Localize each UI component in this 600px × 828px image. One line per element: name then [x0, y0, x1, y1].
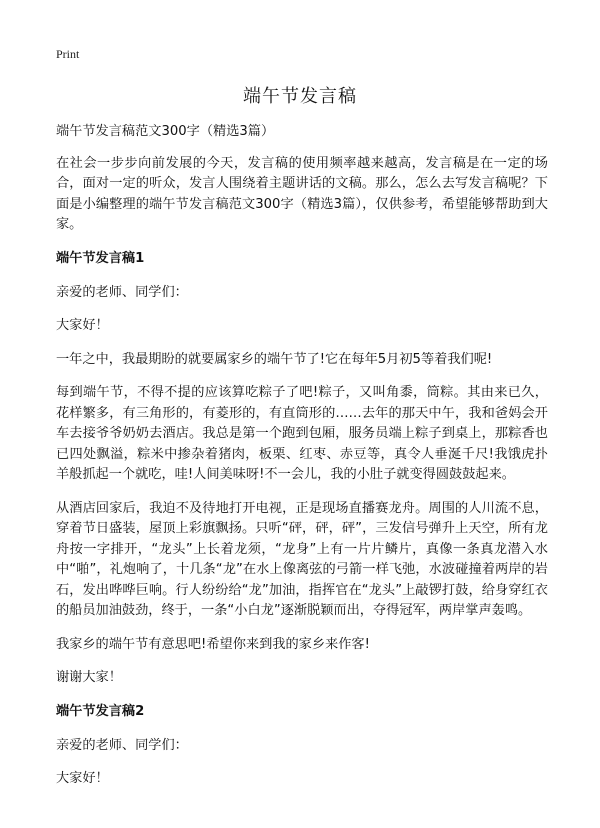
greeting: 亲爱的老师、同学们： [56, 284, 188, 300]
section-heading: 端午节发言稿1 [56, 250, 145, 266]
hello: 大家好！ [56, 318, 109, 333]
intro-paragraph: 在社会一步步向前发展的今天，发言稿的使用频率越来越高，发言稿是在一定的场合，面对一定的听众，发言人围绕着主题讲话的文稿。那么，怎么去写发言稿呢？下面是小编整理的端午节发言稿范文300字（精选3篇），仅供参考，希望能够帮助到大家。 [56, 155, 548, 232]
document-title: 端午节发言稿 [243, 86, 357, 107]
greeting: 亲爱的老师、同学们： [56, 737, 188, 753]
hello: 大家好！ [56, 771, 109, 786]
body-paragraph: 从酒店回家后，我迫不及待地打开电视，正是现场直播赛龙舟。周围的人川流不息，穿着节日盛装，屋顶上彩旗飘扬。只听“砰，砰，砰”，三发信号弹升上天空，所有龙舟按一字排开，“龙头”上长着龙须，“龙身”上有一片片鳞片，真像一条真龙潜入水中“啪”，礼炮响了，十几条“龙”在水上像离弦的弓箭一样飞弛，水波碰撞着两岸的岩石，发出哗哗巨响。行人纷纷给“龙”加油，指挥官在“龙头”上敲锣打鼓，给身穿红衣的船员加油鼓劲，终于，一条“小白龙”逐渐脱颖而出，夺得冠军，两岸掌声轰鸣。 [56, 500, 548, 618]
body-paragraph: 每到端午节，不得不提的应该算吃粽子了吧!粽子，又叫角黍，筒粽。其由来已久，花样繁多，有三角形的，有菱形的，有直筒形的……去年的那天中午，我和爸妈会开车去接爷爷奶奶去酒店。我总是第一个跑到包厢，服务员端上粽子到桌上，那粽香也已四处飘溢，粽米中掺杂着猪肉，板栗、红枣、赤豆等，真令人垂涎千尺!我饿虎扑羊般抓起一个就吃，哇!人间美味呀!不一会儿，我的小肚子就变得圆鼓鼓起来。 [56, 385, 548, 482]
document-subtitle: 端午节发言稿范文300字（精选3篇） [56, 124, 275, 139]
section-2 [56, 702, 548, 790]
print-link[interactable]: Print [56, 47, 80, 61]
body-paragraph: 一年之中，我最期盼的就要属家乡的端午节了!它在每年5月初5等着我们呢! [56, 351, 493, 367]
document-body [56, 122, 548, 803]
closing: 谢谢大家！ [56, 670, 122, 685]
section-1 [56, 249, 548, 689]
body-paragraph: 我家乡的端午节有意思吧!希望你来到我的家乡来作客! [56, 636, 370, 652]
section-heading: 端午节发言稿2 [56, 703, 145, 719]
